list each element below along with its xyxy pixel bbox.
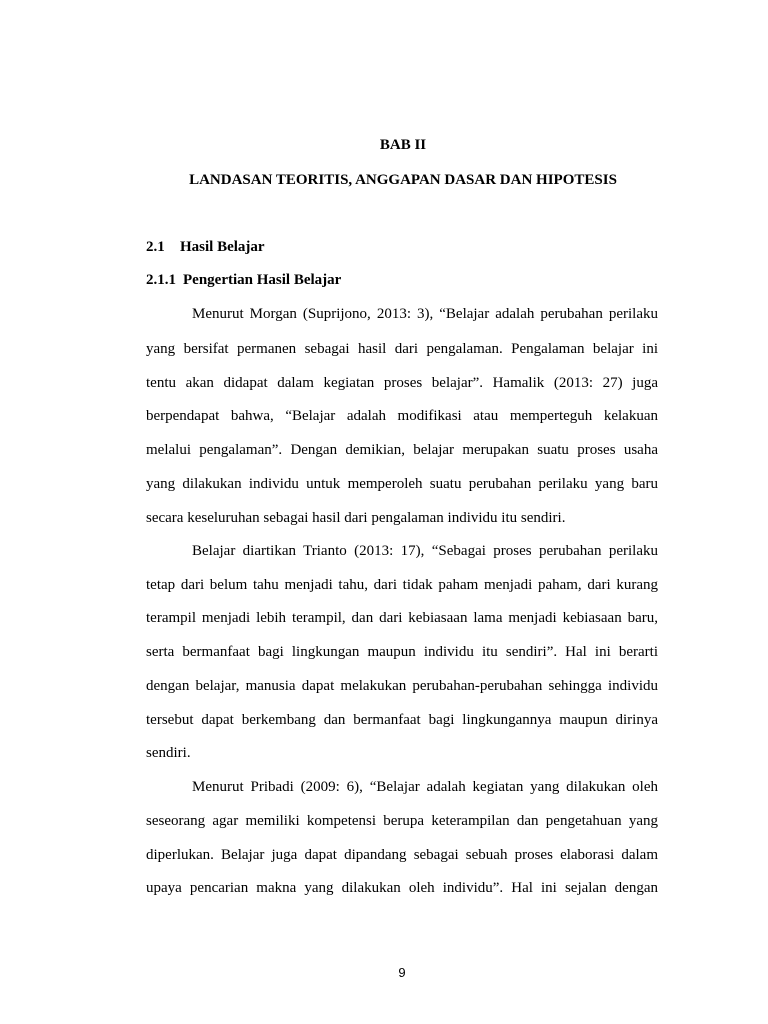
paragraph-line: yang dilakukan individu untuk memperoleh suatu perubahan perilaku yang baru bbox=[146, 476, 658, 492]
chapter-title: LANDASAN TEORITIS, ANGGAPAN DASAR DAN HIPOTESIS bbox=[189, 172, 617, 188]
paragraph-line: Menurut Pribadi (2009: 6), “Belajar adalah kegiatan yang dilakukan oleh bbox=[192, 779, 658, 795]
chapter-label: BAB II bbox=[379, 137, 427, 153]
paragraph-line: secara keseluruhan sebagai hasil dari pengalaman individu itu sendiri. bbox=[146, 510, 566, 526]
paragraph-line: upaya pencarian makna yang dilakukan oleh individu”. Hal ini sejalan dengan bbox=[146, 880, 658, 896]
paragraph-line: terampil menjadi lebih terampil, dan dari kebiasaan lama menjadi kebiasaan baru, bbox=[146, 610, 658, 626]
subsection-heading bbox=[146, 272, 341, 289]
section-title: Hasil Belajar bbox=[180, 239, 265, 255]
paragraph-line: sendiri. bbox=[146, 745, 191, 761]
paragraph-line: diperlukan. Belajar juga dapat dipandang sebagai sebuah proses elaborasi dalam bbox=[146, 847, 658, 863]
paragraph-line: tersebut dapat berkembang dan bermanfaat bagi lingkungannya maupun dirinya bbox=[146, 712, 658, 728]
paragraph-line: yang bersifat permanen sebagai hasil dari pengalaman. Pengalaman belajar ini bbox=[146, 341, 658, 357]
page-number: 9 bbox=[398, 965, 406, 980]
section-number: 2.1 bbox=[146, 239, 165, 255]
paragraph-line: dengan belajar, manusia dapat melakukan perubahan-perubahan sehingga individu bbox=[146, 678, 658, 694]
paragraph-line: tetap dari belum tahu menjadi tahu, dari tidak paham menjadi paham, dari kurang bbox=[146, 577, 658, 593]
paragraph-line: seseorang agar memiliki kompetensi berupa keterampilan dan pengetahuan yang bbox=[146, 813, 658, 829]
paragraph-line: Belajar diartikan Trianto (2013: 17), “Sebagai proses perubahan perilaku bbox=[192, 543, 658, 559]
paragraph-line: melalui pengalaman”. Dengan demikian, belajar merupakan suatu proses usaha bbox=[146, 442, 658, 458]
paragraph-line: Menurut Morgan (Suprijono, 2013: 3), “Belajar adalah perubahan perilaku bbox=[192, 306, 658, 322]
paragraph-line: berpendapat bahwa, “Belajar adalah modifikasi atau memperteguh kelakuan bbox=[146, 408, 658, 424]
paragraph-line: serta bermanfaat bagi lingkungan maupun individu itu sendiri”. Hal ini berarti bbox=[146, 644, 658, 660]
paragraph-line: tentu akan didapat dalam kegiatan proses belajar”. Hamalik (2013: 27) juga bbox=[146, 375, 658, 391]
section-heading bbox=[146, 239, 265, 256]
subsection-number: 2.1.1 bbox=[146, 272, 176, 288]
subsection-title: Pengertian Hasil Belajar bbox=[183, 272, 342, 288]
